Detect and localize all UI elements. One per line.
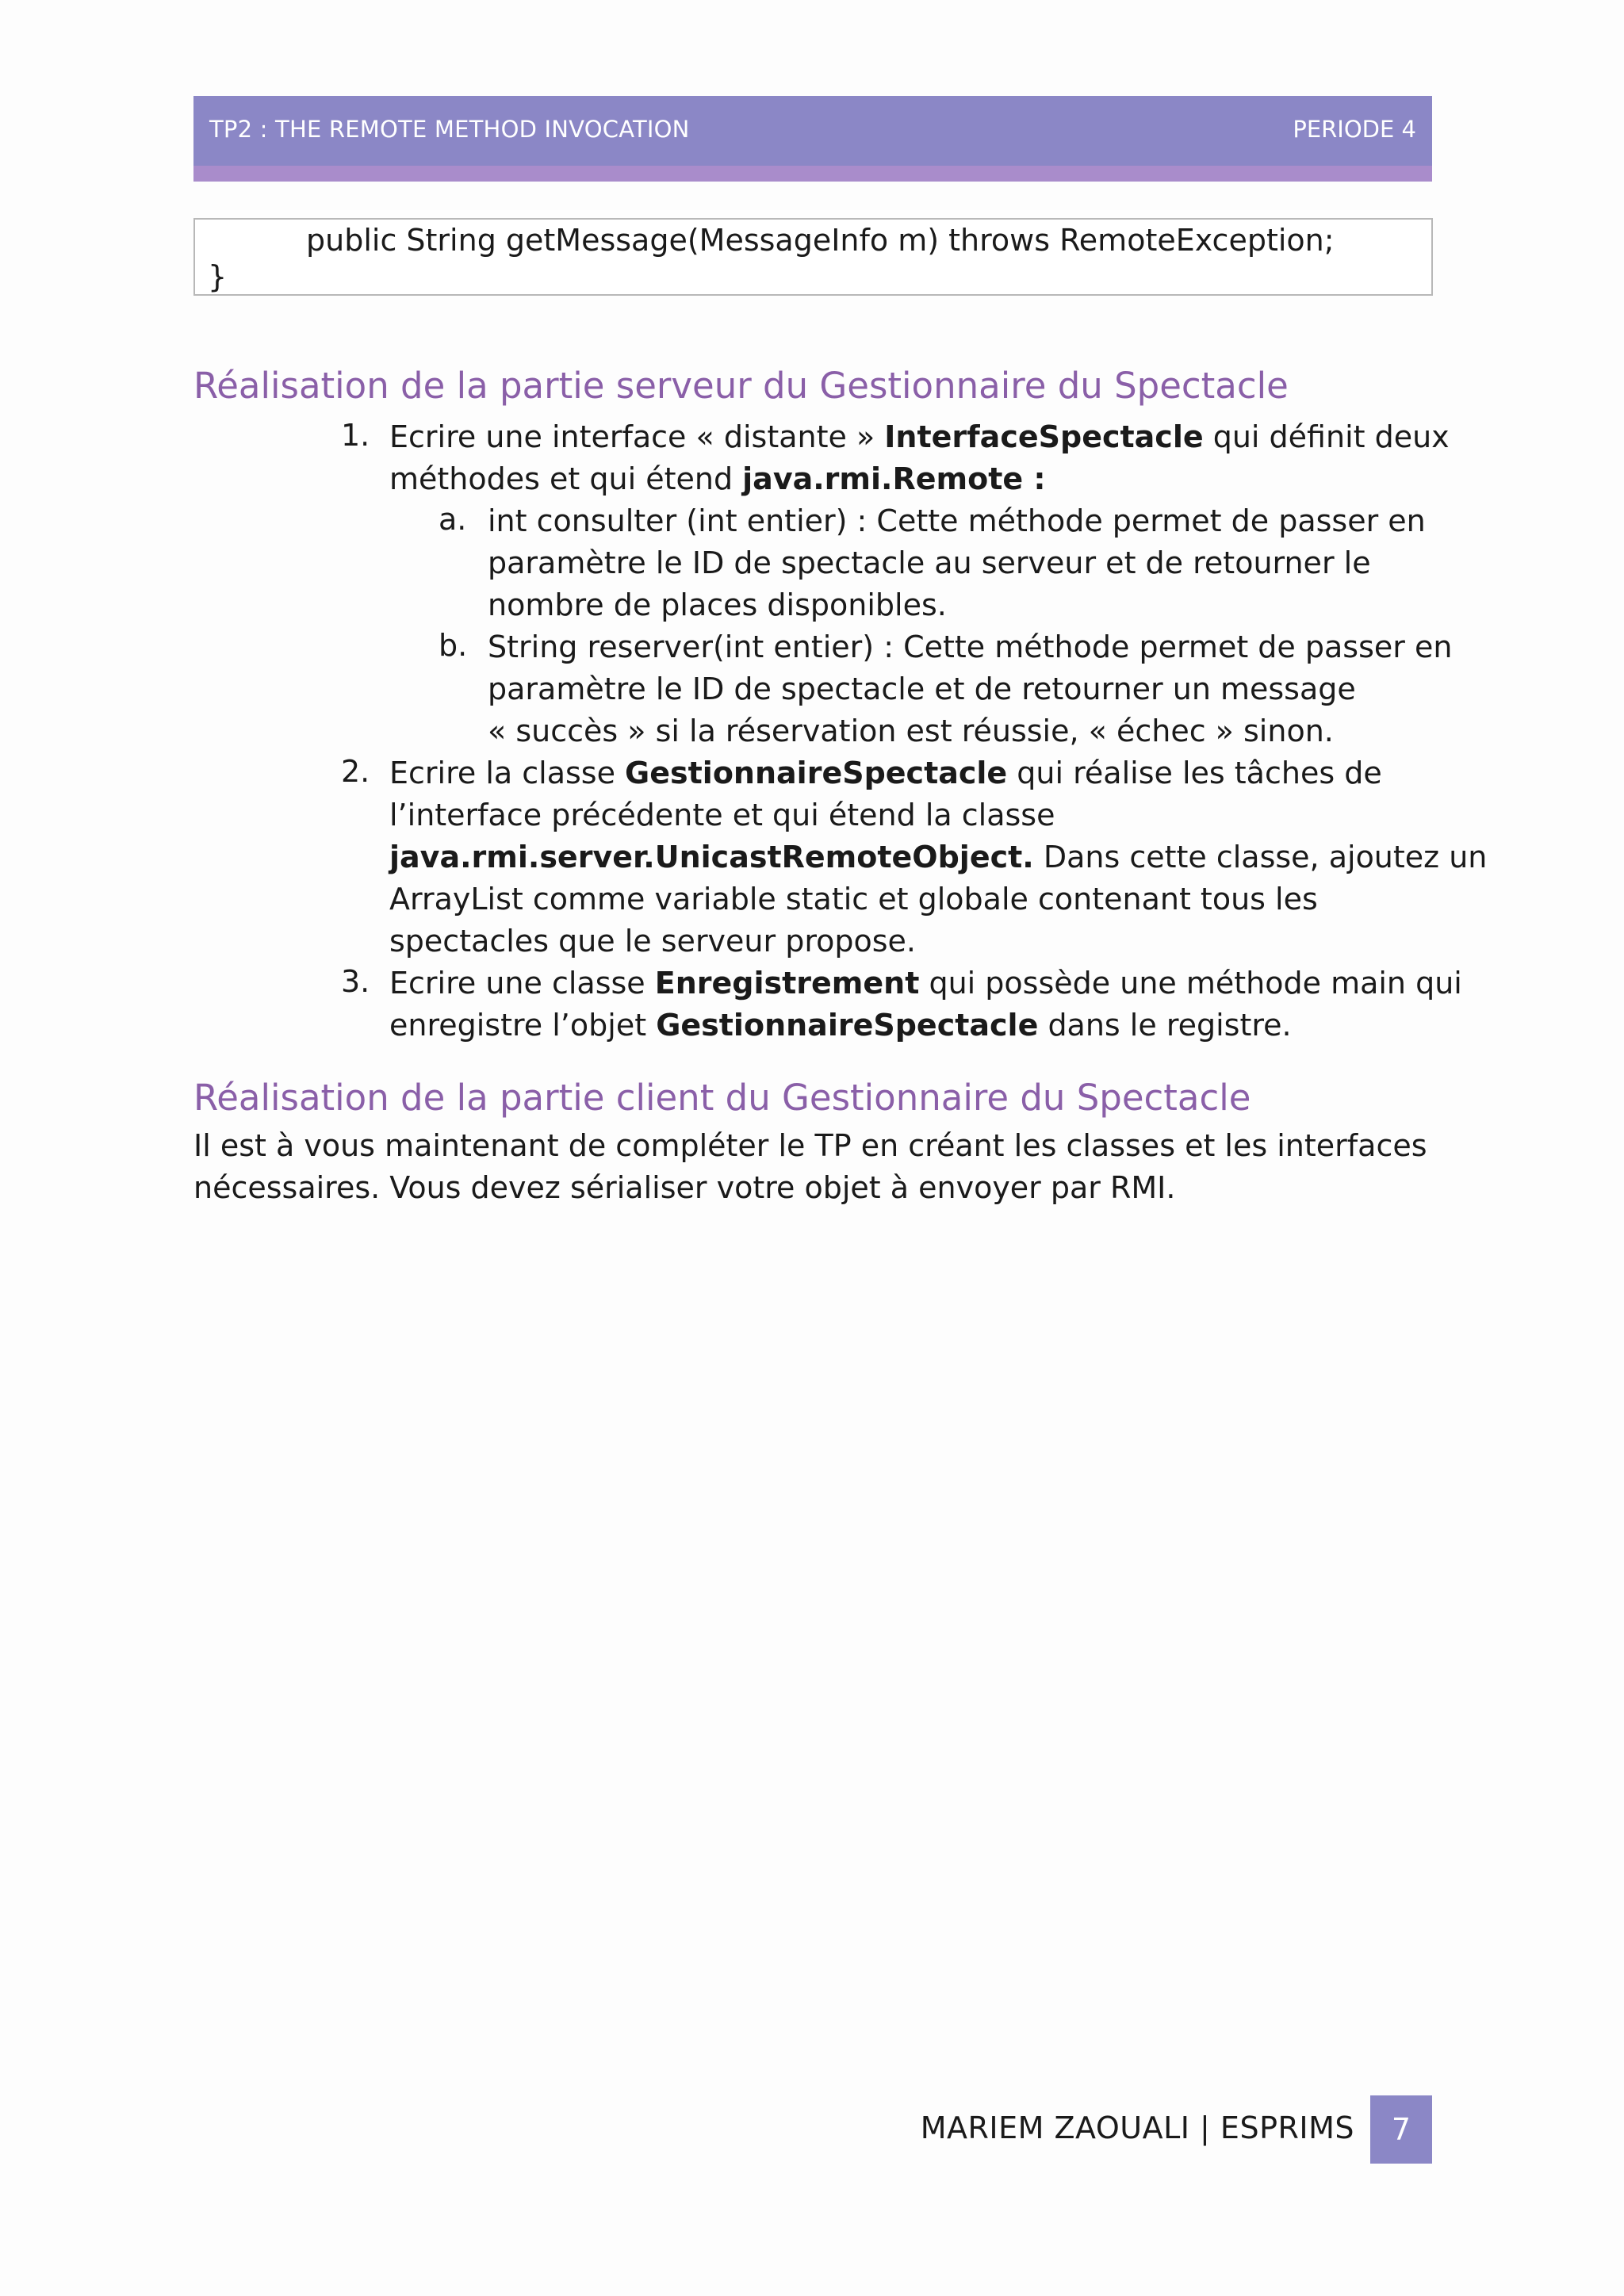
list-item-line: Ecrire la classe GestionnaireSpectacle qui réalise les tâches de [389,756,1382,790]
code-line: } [208,259,228,294]
list-item-line: méthodes et qui étend java.rmi.Remote : [389,461,1046,496]
list-item-line: Ecrire une interface « distante » InterfaceSpectacle qui définit deux [389,419,1450,454]
footer-author: MARIEM ZAOUALI | ESPRIMS [920,2110,1354,2145]
list-item-line: l’interface précédente et qui étend la classe [389,798,1055,832]
header-title: TP2 : THE REMOTE METHOD INVOCATION [209,116,690,143]
code-line: public String getMessage(MessageInfo m) throws RemoteException; [306,223,1335,258]
sublist-line: nombre de places disponibles. [488,587,947,622]
sublist-line: paramètre le ID de spectacle et de retourner un message [488,672,1356,706]
paragraph-line: nécessaires. Vous devez sérialiser votre objet à envoyer par RMI. [193,1170,1176,1205]
list-number: 1. [341,418,370,453]
sublist-line: paramètre le ID de spectacle au serveur et de retourner le [488,545,1371,580]
section-title-server: Réalisation de la partie serveur du Gestionnaire du Spectacle [193,365,1289,407]
list-item-line: enregistre l’objet GestionnaireSpectacle dans le registre. [389,1008,1292,1043]
list-item-line: ArrayList comme variable static et globale contenant tous les [389,882,1318,916]
sublist-line: « succès » si la réservation est réussie, « échec » sinon. [488,714,1334,748]
sublist-letter: b. [439,628,468,663]
paragraph-line: Il est à vous maintenant de compléter le TP en créant les classes et les interfaces [193,1128,1427,1163]
list-number: 2. [341,754,370,789]
section-title-client: Réalisation de la partie client du Gestionnaire du Spectacle [193,1077,1251,1119]
page-number: 7 [1370,2095,1432,2164]
list-number: 3. [341,964,370,999]
header-period: PERIODE 4 [1293,116,1416,143]
list-item-line: spectacles que le serveur propose. [389,924,916,959]
sublist-line: int consulter (int entier) : Cette méthode permet de passer en [488,503,1426,538]
list-item-line: java.rmi.server.UnicastRemoteObject. Dans cette classe, ajoutez un [389,840,1488,874]
sublist-line: String reserver(int entier) : Cette méthode permet de passer en [488,629,1453,664]
header-accent-stripe [193,166,1432,182]
code-block [193,218,1433,296]
list-item-line: Ecrire une classe Enregistrement qui possède une méthode main qui [389,966,1462,1001]
sublist-letter: a. [439,502,467,537]
